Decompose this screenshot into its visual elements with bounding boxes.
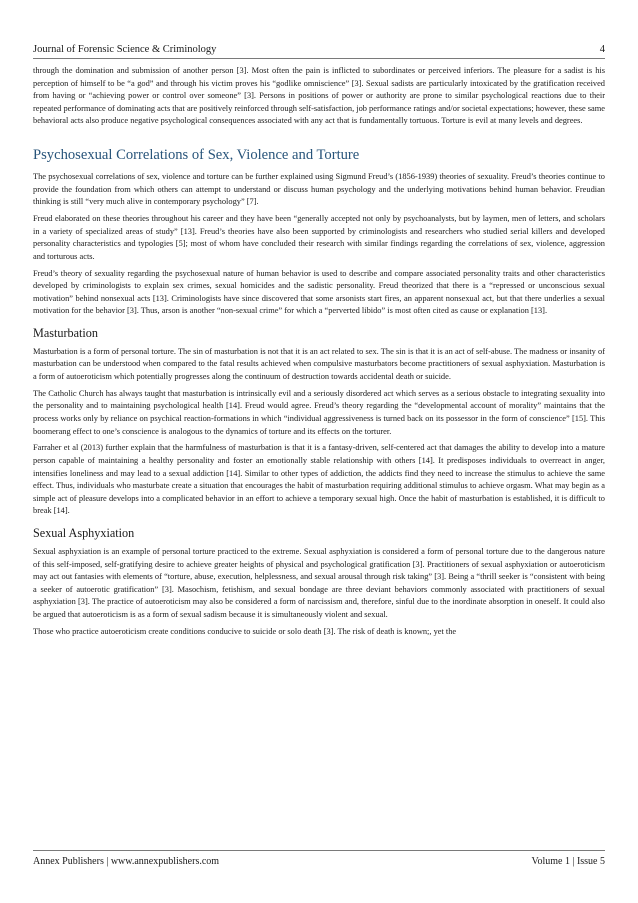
running-footer: [33, 850, 605, 867]
section-paragraph: Freud elaborated on these theories throughout his career and they have been “generally accepted not only by psychoanalysts, but by laymen, men of letters, and scholars in a variety of specialized areas of study” [13]. Freud’s theories have also been supported by criminologists and researchers who studied serial killers and developed personality characteristics and typologies [5]; most of whom have concluded their research with similar findings regarding the correlations of sex, violence, aggression and torturous acts.: [33, 213, 605, 261]
section-paragraph: The psychosexual correlations of sex, violence and torture can be further explained using Sigmund Freud’s (1856-1939) theories of sexuality. Freud’s theories continue to provide the foundation from which others can attempt to understand or discuss human psychology and the underlying motivations behind human behavior. Freudian thinking is still “very much alive in contemporary psychology” [7].: [33, 171, 605, 207]
subsection-heading-masturbation: Masturbation: [33, 325, 98, 340]
subsection-heading-asphyxiation: Sexual Asphyxiation: [33, 525, 135, 540]
masturbation-paragraph: The Catholic Church has always taught that masturbation is intrinsically evil and a seriously disordered act which serves as a serious obstacle to integrating sexuality into the personality and to maintaining psychological health [14]. Freud would agree. Freud’s theory regarding the “developmental account of morality” maintains that the process works only by reliance on psychical reaction-formations in which “individual aggressiveness is turned back on its possessor in the form of conscience” [15]. This boomerang effect to one’s conscience is analogous to the dynamics of torture and its effects on the torturer.: [33, 388, 605, 436]
intro-paragraph: through the domination and submission of another person [3]. Most often the pain is inflicted to subordinates or perceived inferiors. The pleasure for a sadist is his perception of himself to be “a god” and through his victim proves his “godlike omniscience” [3]. Sexual sadists are particularly intoxicated by the gratification received from having or “achieving power or control over someone” [3]. Persons in positions of power or authority are prone to similar psychological reactions due to their repeated performance of dominating acts that are positively reinforced through self-satisfaction, job performance ratings and/or societal expectations; however, these same behavioral acts also produce negative psychological consequences associated with any act that is fundamentally tortuous. Torture is evil at many levels and degrees.: [33, 66, 605, 126]
masturbation-paragraph: Farraher et al (2013) further explain that the harmfulness of masturbation is that it is a fantasy-driven, self-centered act that damages the ability to develop into a mature person capable of maintaining a healthy personality and foster an emotionally stable relationship with others [14]. It predisposes individuals to overreact in anger, intensifies loneliness and may lead to a sexual addiction [14]. Similar to other types of addiction, the addicts find they need to increase the stimulus to achieve the same effect. Thus, individuals who masturbate create a situation that encourages the habit of masturbation requiring additional stimulus to achieve orgasm. What may begin as a simple act of pleasure develops into a complicated behavior in an effort to achieve a temporary sexual high. Once the habit of masturbation is established, it is difficult to break [14].: [33, 443, 605, 516]
running-header: [33, 44, 605, 59]
section-paragraph: Freud’s theory of sexuality regarding the psychosexual nature of human behavior is used to describe and compare associated personality traits and other characteristics developed by criminologists to explain sex crimes, sexual homicides and the sadistic personality. Freud theorized that there is a “repressed or unconscious sexual motivation” behind nonsexual acts [13]. Criminologists have since discovered that some arsonists start fires, an apparent nonsexual act, but that there underlies a sexual motivation for the behavior [3]. Thus, arson is another “non-sexual crime” for which a “perverted libido” is most often cited as cause or explanation [13].: [33, 268, 605, 316]
journal-title: Journal of Forensic Science & Criminology: [33, 44, 217, 55]
asphyxiation-paragraph: Sexual asphyxiation is an example of personal torture practiced to the extreme. Sexual asphyxiation is considered a form of personal torture due to the dangerous nature of this self-imposed, self-gratifying desire to achieve greater heights of physical and psychological gratification [3]. Practitioners of sexual asphyxiation or autoeroticism may act out fantasies with elements of “torture, abuse, execution, helplessness, and sexual arousal through risk taking” [3]. Being a “thrill seeker is “consistent with being a seeker of autoerotic gratification” [3]. Masochism, fetishism, and sexual bondage are three deviant behaviors commonly associated with practitioners of sexual asphyxiation [3]. The practice of autoeroticism may also be considered a form of narcissism and, therefore, sinful due to the inordinate absorption in oneself. It could also be argued that autoeroticism is as a form of sexual sadism because it is simultaneously violent and sexual.: [33, 546, 605, 619]
section-heading: Psychosexual Correlations of Sex, Violence and Torture: [33, 146, 360, 163]
volume-issue: Volume 1 | Issue 5: [531, 856, 605, 867]
asphyxiation-paragraph: Those who practice autoeroticism create conditions conducive to suicide or solo death [3]. The risk of death is known;, yet the: [33, 626, 457, 636]
masturbation-paragraph: Masturbation is a form of personal torture. The sin of masturbation is not that it is an act related to sex. The sin is that it is an act of self-abuse. The madness or insanity of masturbation can be understood when compared to the fatal results achieved when compulsive masturbators become practitioners of sexual asphyxiation. Masturbation is a form of autoeroticism which potentially progresses along the continuum of destruction towards accidental death or suicide.: [33, 346, 605, 382]
article-body: [33, 65, 605, 643]
publisher-link[interactable]: Annex Publishers | www.annexpublishers.com: [33, 856, 220, 867]
page-number: 4: [599, 44, 605, 55]
